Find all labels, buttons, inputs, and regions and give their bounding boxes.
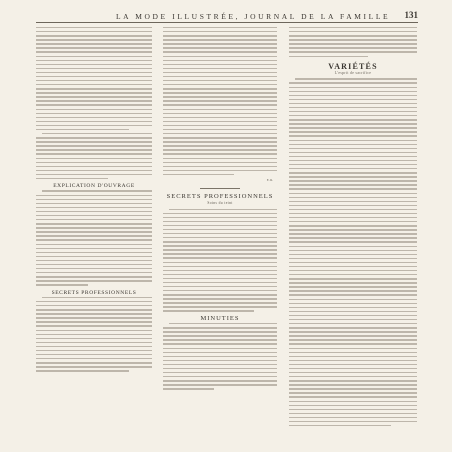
signature-initials: E. R. xyxy=(266,177,273,182)
section-heading-2: SECRETS PROFESSIONNELS xyxy=(51,289,137,296)
page-header xyxy=(36,8,418,22)
column-3-body-b xyxy=(289,78,417,426)
column-1-body-c xyxy=(36,297,152,372)
running-title: LA MODE ILLUSTRÉE, JOURNAL DE LA FAMILLE xyxy=(116,12,391,21)
section-heading-1: EXPLICATION D'OUVRAGE xyxy=(53,183,135,190)
page-number: 131 xyxy=(404,10,418,20)
column-3-body-a xyxy=(289,27,417,57)
section-separator xyxy=(200,188,240,189)
secrets-subheading: Soins du teint xyxy=(207,201,233,206)
header-rule xyxy=(36,22,418,23)
column-2-body-a xyxy=(163,27,277,175)
column-2 xyxy=(163,27,277,434)
varietes-subheading: L'esprit de sacrifice xyxy=(334,71,372,76)
minuties-heading: MINUTIES xyxy=(200,314,240,322)
secrets-heading: SECRETS PROFESSIONNELS xyxy=(166,193,274,201)
column-1 xyxy=(36,27,152,434)
varietes-heading: VARIÉTÉS xyxy=(328,61,378,71)
column-2-body-c xyxy=(163,323,277,390)
column-1-body-a xyxy=(36,27,152,179)
column-2-body-b xyxy=(163,209,277,312)
column-3 xyxy=(289,27,417,434)
column-1-body-b xyxy=(36,190,152,285)
